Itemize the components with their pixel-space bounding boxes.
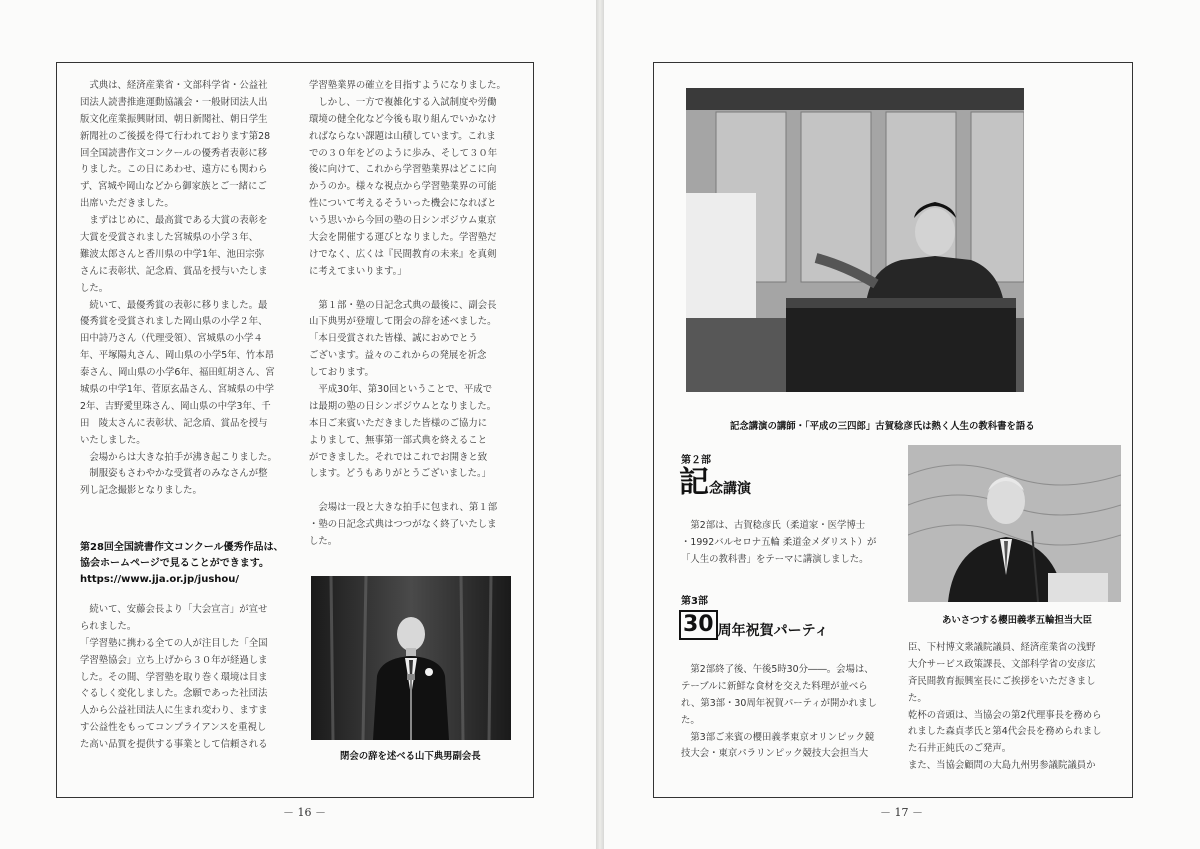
- text-line: [309, 281, 506, 298]
- section3-label: 第3部: [681, 596, 708, 607]
- text-line: 制服姿もさわやかな受賞者のみなさんが整: [80, 468, 268, 480]
- text-line: 団法人読書推進運動協議会・一般財団法人出: [80, 96, 268, 108]
- text-line: また、当協会顧問の大島九州男参議院議員か: [908, 760, 1096, 772]
- text-line: いう思いから今回の塾の日シンポジウム東京: [309, 215, 497, 227]
- text-line: した。その間、学習塾を取り巻く環境は目ま: [80, 671, 268, 683]
- text-line: さんに表彰状、記念盾、賞品を授与いたしま: [80, 265, 268, 277]
- section2-heading-rest: 念講演: [709, 481, 751, 497]
- text-line: 第3部ご来賓の櫻田義孝東京オリンピック競: [681, 731, 875, 743]
- text-line: 学習塾業界の確立を目指すようになりました。: [309, 80, 506, 91]
- text-line: 第１部・塾の日記念式典の最後に、副会長: [309, 299, 497, 311]
- photo-yamashita-speech: [311, 576, 511, 740]
- text-line: す公益性をもってコンプライアンスを重視し: [80, 722, 267, 734]
- text-line: いたしました。: [80, 434, 146, 446]
- section2-label: 第２部: [681, 455, 711, 466]
- notice-line-2: 協会ホームページで見ることができます。: [80, 558, 269, 569]
- text-line: た。: [681, 714, 700, 726]
- text-line: 学習塾協会」立ち上げから３０年が経過しま: [80, 654, 268, 666]
- text-line: しております。: [309, 367, 374, 379]
- left-column-2-text: [309, 78, 506, 551]
- section2-body: [681, 518, 876, 569]
- text-line: 2年、吉野愛里珠さん、岡山県の中学3年、千: [80, 400, 271, 412]
- text-line: 平成30年、第30回ということで、平成で: [309, 384, 493, 396]
- text-line: 性について考えるそういった機会になればと: [309, 198, 497, 210]
- text-line: 第2部は、古賀稔彦氏（柔道家・医学博士: [681, 520, 866, 531]
- text-line: 城県の中学1年、菅原玄晶さん、宮城県の中学: [80, 384, 275, 396]
- text-line: に考えてまいります。」: [309, 265, 407, 277]
- text-line: 難波太郎さんと香川県の中学1年、池田宗弥: [80, 248, 265, 260]
- section3-heading: [679, 610, 829, 640]
- text-line: れ、第3部・30周年祝賀パーティが開かれまし: [681, 697, 877, 709]
- text-line: しかし、一方で複雑化する入試制度や労働: [309, 96, 497, 108]
- text-line: した。: [309, 536, 338, 548]
- text-line: た。: [908, 692, 927, 704]
- text-line: ができました。それではこれでお開きと致: [309, 451, 488, 463]
- text-line: かうのか。様々な視点から学習塾業界の可能: [309, 181, 497, 193]
- text-line: りました。この日にあわせ、遠方にも関わら: [80, 164, 268, 176]
- text-line: した。: [80, 282, 109, 294]
- photo-sakurada-greeting: [908, 445, 1121, 602]
- photo-minister-illustration: [908, 445, 1121, 602]
- text-line: 式典は、経済産業省・文部科学省・公益社: [80, 80, 268, 91]
- text-line: けでなく、広くは『民間教育の未来』を真剣: [309, 248, 497, 260]
- photo-lecturer-illustration: [686, 88, 1024, 392]
- section3-body: [681, 662, 877, 763]
- text-line: 続いて、安藤会長より「大会宣言」が宣せ: [80, 604, 268, 615]
- text-line: は最期の塾の日シンポジウムとなりました。: [309, 400, 497, 412]
- text-line: 山下典男が登壇して閉会の辞を述べました。: [309, 316, 497, 328]
- text-line: ・1992バルセロナ五輪 柔道金メダリスト）が: [681, 536, 877, 548]
- text-line: ず、宮城や岡山などから御家族とご一緒にご: [80, 181, 267, 193]
- text-line: 会場は一段と大きな拍手に包まれ、第１部: [309, 502, 498, 514]
- text-line: 斉民間教育振興室長にご挨拶をいただきまし: [908, 675, 1096, 687]
- page-number-17: － 17 －: [880, 806, 923, 819]
- text-line: ぐるしく変化しました。念願であった社団法: [80, 688, 268, 700]
- photo-caption-yamashita: 閉会の辞を述べる山下典男副会長: [340, 751, 481, 762]
- text-line: 田中詩乃さん（代理受領）、宮城県の小学４: [80, 333, 263, 345]
- page-gutter: [596, 0, 604, 849]
- left-column-1-text: [80, 78, 277, 500]
- text-line: 「学習塾に携わる全ての人が注目した「全国: [80, 637, 268, 649]
- text-line: 年、平塚陽丸さん、岡山県の小学5年、竹本昂: [80, 350, 275, 362]
- text-line: 泰さん、岡山県の小学6年、福田虹胡さん、宮: [80, 367, 275, 379]
- text-line: 回全国読書作文コンクールの優秀者表彰に移: [80, 147, 268, 159]
- notice-box: [80, 540, 300, 588]
- right-column-text: [908, 640, 1101, 775]
- section2-big-char: 記: [679, 465, 709, 500]
- text-line: ございます。益々のこれからの発展を祈念: [309, 350, 487, 362]
- text-line: 田 陵太さんに表彰状、記念盾、賞品を授与: [80, 417, 268, 429]
- text-line: ・塾の日記念式典はつつがなく終了いたしま: [309, 519, 497, 531]
- section3-big-number: 30: [679, 610, 718, 640]
- text-line: 臣、下村博文衆議院議員、経済産業省の浅野: [908, 642, 1096, 653]
- text-line: 会場からは大きな拍手が沸き起こりました。: [80, 451, 277, 463]
- text-line: 本日ご来賓いただきました皆様のご協力に: [309, 417, 488, 429]
- page-number-16: － 16 －: [283, 806, 326, 819]
- photo-koga-lecture: [686, 88, 1024, 392]
- text-line: た石井正純氏のご発声。: [908, 743, 1012, 755]
- left-column-1b-text: [80, 602, 268, 754]
- text-line: 大介サービス政策課長、文部科学省の安彦広: [908, 658, 1096, 670]
- text-line: 大賞を受賞されました宮城県の小学３年、: [80, 232, 259, 244]
- photo-caption-sakurada: あいさつする櫻田義孝五輪担当大臣: [942, 615, 1093, 626]
- text-line: られました。: [80, 620, 137, 632]
- notice-line-1: 第28回全国読書作文コンクール優秀作品は、: [80, 542, 284, 553]
- text-line: 新聞社のご後援を得て行われております第28: [80, 130, 271, 142]
- text-line: テーブルに新鮮な食材を交えた料理が並べら: [681, 680, 868, 692]
- photo-caption-koga: 記念講演の講師・「平成の三四郎」古賀稔彦氏は熱く人生の教科書を語る: [730, 421, 1035, 432]
- text-line: 列し記念撮影となりました。: [80, 485, 202, 497]
- text-line: [309, 483, 506, 500]
- text-line: 後に向けて、これから学習塾業界はどこに向: [309, 164, 497, 176]
- text-line: 第2部終了後、午後5時30分――。会場は、: [681, 664, 874, 675]
- text-line: 乾杯の音頭は、当協会の第2代理事長を務めら: [908, 709, 1102, 721]
- text-line: します。どうもありがとうございました。」: [309, 468, 492, 480]
- text-line: た高い品質を提供する事業として信頼される: [80, 739, 268, 751]
- text-line: よりまして、無事第一部式典を終えること: [309, 434, 487, 446]
- text-line: 版文化産業振興財団、朝日新聞社、朝日学生: [80, 113, 268, 125]
- text-line: 出席いただきました。: [80, 198, 174, 210]
- text-line: 大会を開催する運びとなりました。学習塾だ: [309, 232, 497, 244]
- notice-url[interactable]: https://www.jja.or.jp/jushou/: [80, 574, 240, 585]
- photo-speaker-illustration: [311, 576, 511, 740]
- text-line: 優秀賞を受賞されました岡山県の小学２年、: [80, 316, 268, 328]
- text-line: れました森貞孝氏と第4代会長を務められまし: [908, 726, 1102, 738]
- text-line: 続いて、最優秀賞の表彰に移りました。最: [80, 299, 268, 311]
- text-line: での３０年をどのように歩み、そして３０年: [309, 147, 498, 159]
- text-line: 「本日受賞された皆様、誠におめでとう: [309, 333, 478, 345]
- section2-heading: [679, 465, 751, 500]
- text-line: 「人生の教科書」をテーマに講演しました。: [681, 553, 869, 565]
- text-line: ればならない課題は山積しています。これま: [309, 130, 496, 142]
- section3-heading-rest: 周年祝賀パーティ: [717, 623, 829, 639]
- text-line: 技大会・東京パラリンピック競技大会担当大: [681, 748, 869, 760]
- text-line: まずはじめに、最高賞である大賞の表彰を: [80, 215, 268, 227]
- text-line: 環境の健全化など今後も取り組んでいかなけ: [309, 113, 497, 125]
- text-line: 人から公益社団法人に生まれ変わり、ますま: [80, 705, 268, 717]
